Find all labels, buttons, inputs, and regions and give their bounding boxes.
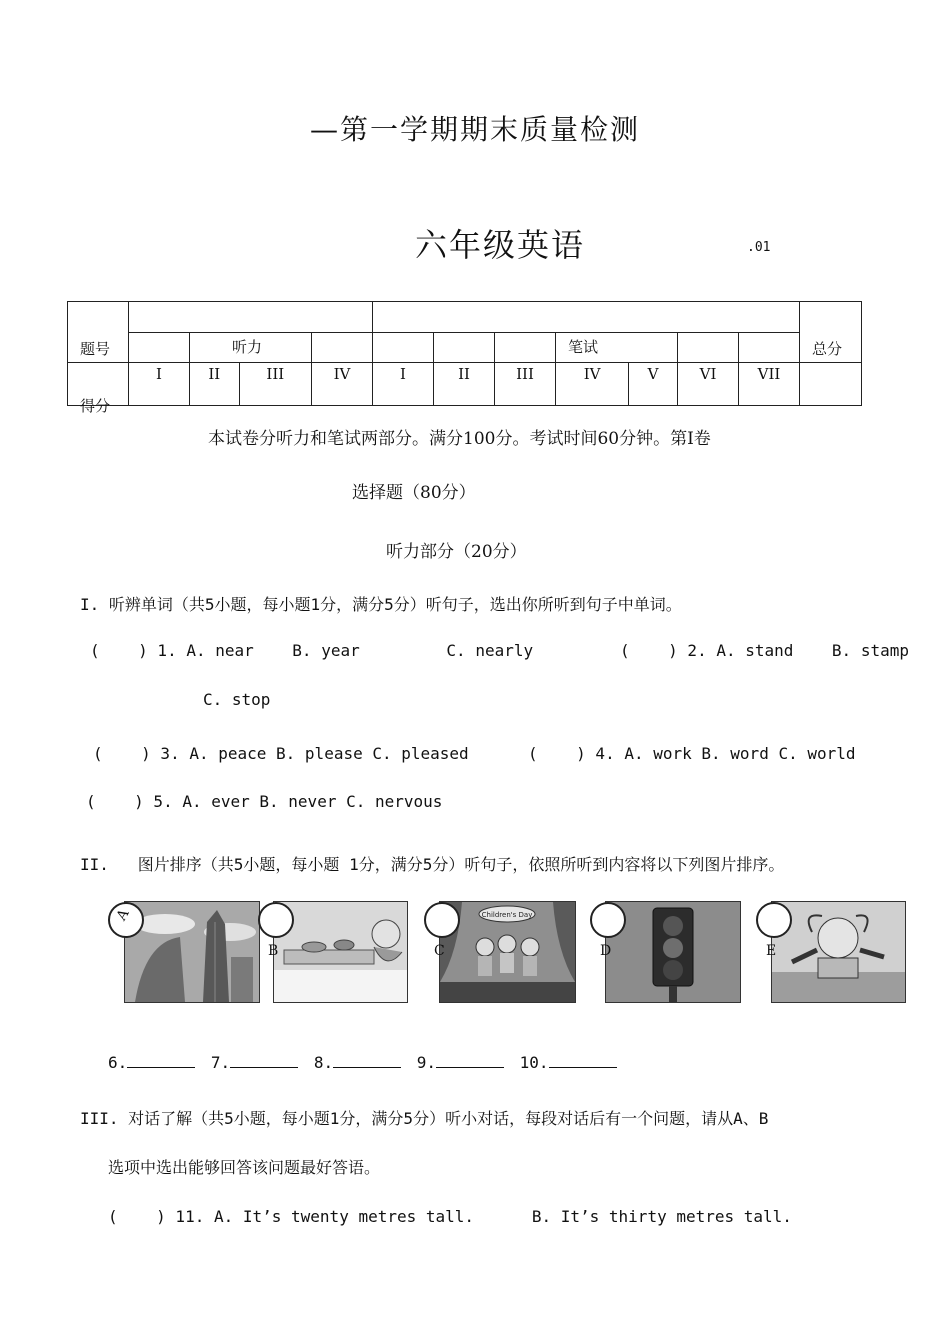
section-1-heading: I. 听辨单词（共5小题，每小题1分，满分5分）听句子，选出你所听到句子中单词。 (80, 595, 682, 614)
score-table (67, 301, 862, 415)
blank-8[interactable] (333, 1049, 401, 1068)
listening-part: I (129, 363, 190, 406)
blank-8-label: 8. (313, 1053, 334, 1072)
blank-10[interactable] (549, 1049, 617, 1068)
written-part: VI (678, 363, 739, 406)
picture-b-label: B (268, 943, 279, 959)
question-5: ( ) 5. A. ever B. never C. nervous (86, 792, 443, 811)
picture-a-label: A (113, 906, 133, 924)
listening-label: 听力 (190, 333, 312, 363)
question-1: ( ) 1. A. near B. year C. nearly (90, 641, 534, 660)
total-score-cell (800, 363, 862, 406)
blank-6[interactable] (127, 1049, 195, 1068)
question-2: ( ) 2. A. stand B. stamp (620, 641, 909, 660)
picture-e-circle (756, 902, 792, 938)
blank-6-label: 6. (108, 1053, 128, 1072)
written-part: VII (739, 363, 800, 406)
score-table-label-number: 题号 (68, 302, 129, 363)
date-suffix: .01 (747, 240, 771, 255)
listening-part: III (239, 363, 311, 406)
listening-header-cell (129, 302, 373, 333)
blank-9[interactable] (436, 1049, 504, 1068)
buildings-icon (125, 902, 259, 1002)
written-part: V (629, 363, 678, 406)
question-11: ( ) 11. A. It’s twenty metres tall. B. It’s thirty metres tall. (108, 1207, 792, 1226)
picture-b-circle (258, 902, 294, 938)
written-part: I (373, 363, 434, 406)
boy-with-toys-icon (274, 902, 407, 1002)
score-table-label-total: 总分 (800, 302, 862, 363)
picture-c-label: C (434, 943, 445, 959)
listening-part: II (190, 363, 240, 406)
written-part: III (495, 363, 556, 406)
part-heading-listening: 听力部分（20分） (386, 542, 527, 562)
exam-instructions: 本试卷分听力和笔试两部分。满分100分。考试时间60分钟。第Ⅰ卷 (208, 429, 711, 449)
written-label: 笔试 (556, 333, 678, 363)
question-2-option-c: C. stop (203, 690, 271, 709)
childrens-day-stage-icon (440, 902, 575, 1002)
written-header-cell (373, 302, 800, 333)
written-part: II (434, 363, 495, 406)
picture-d-circle (590, 902, 626, 938)
part-heading-choice: 选择题（80分） (352, 483, 476, 503)
stage-sign-text: Children's Day (481, 911, 533, 919)
picture-e-label: E (766, 943, 777, 959)
listening-part: IV (312, 363, 373, 406)
question-4: ( ) 4. A. work B. word C. world (528, 744, 856, 763)
blank-7[interactable] (230, 1049, 298, 1068)
blank-9-label: 9. (416, 1053, 436, 1072)
exam-title: —第一学期期末质量检测 (309, 113, 640, 146)
blank-7-label: 7. (210, 1053, 231, 1072)
picture-d-label: D (600, 943, 612, 959)
blank-10-label: 10. (519, 1053, 549, 1072)
picture-c-circle (424, 902, 460, 938)
girl-waking-up-icon (772, 902, 905, 1002)
score-table-label-score: 得分 (68, 363, 129, 406)
section-3-heading-cont: 选项中选出能够回答该问题最好答语。 (108, 1158, 381, 1177)
section-3-heading: III. 对话了解（共5小题，每小题1分，满分5分）听小对话，每段对话后有一个问题，请从A、B (80, 1109, 769, 1128)
picture-a (124, 901, 260, 1003)
written-part: IV (556, 363, 629, 406)
subject-title: 六年级英语 (415, 226, 586, 264)
traffic-light-icon (606, 902, 740, 1002)
section-2-heading: II. 图片排序（共5小题，每小题 1分，满分5分）听句子，依照所听到内容将以下列图片排序。 (80, 855, 785, 874)
question-3: ( ) 3. A. peace B. please C. pleased (93, 744, 469, 763)
answer-blanks (108, 1049, 617, 1072)
